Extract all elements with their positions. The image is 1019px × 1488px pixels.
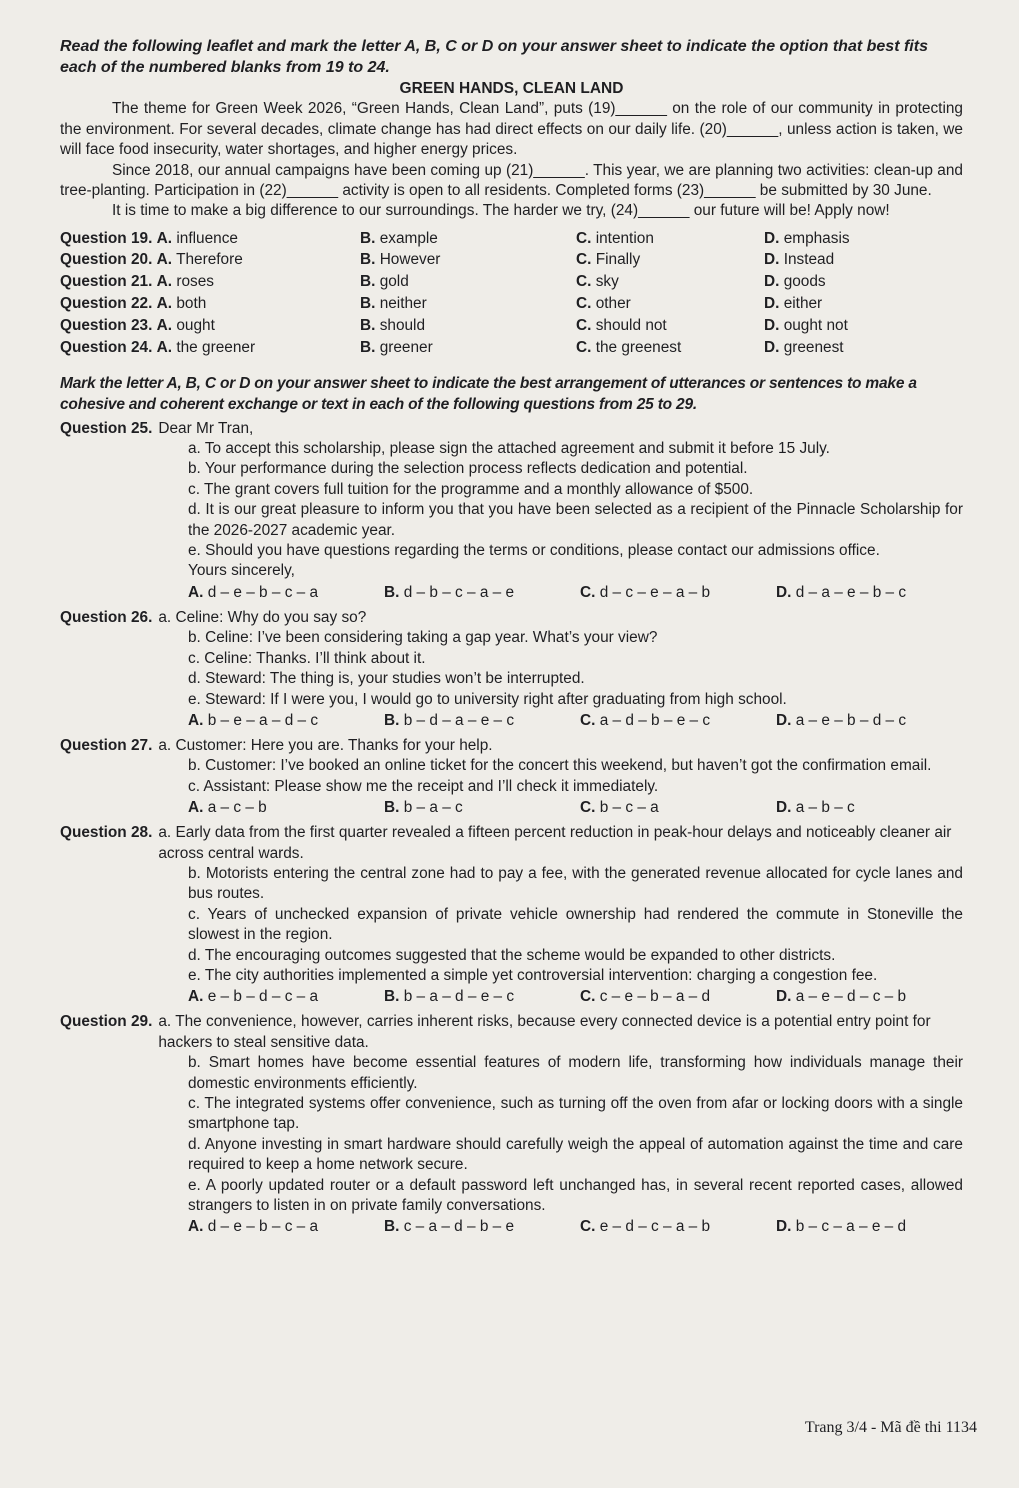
question-label: Question 19.	[60, 229, 153, 247]
question-27	[60, 736, 963, 819]
item: c. The grant covers full tuition for the programme and a monthly allowance of $500.	[188, 480, 754, 498]
choice-d[interactable]: d – a – e – b – c	[795, 583, 907, 601]
question-21: Question 21. A. roses B. gold C. sky D. goods	[60, 273, 826, 291]
question-label: Question 29.	[60, 1013, 153, 1031]
leaflet-paragraph-3: It is time to make a big difference to our surroundings. The harder we try, (24)______ our future will be! Apply now!	[112, 202, 890, 220]
choice-a[interactable]: e – b – d – c – a	[207, 988, 319, 1006]
option-a[interactable]: roses	[176, 273, 214, 291]
choice-c[interactable]: c – e – b – a – d	[599, 988, 711, 1006]
question-24: Question 24. A. the greener B. greener C. the greenest D. greenest	[60, 338, 844, 356]
answer-choices: A. b – e – a – d – c B. b – d – a – e – c C. a – d – b – e – c D. a – e – b – d – c	[188, 711, 907, 729]
question-intro: a. Early data from the first quarter revealed a fifteen percent reduction in peak-hour delays and noticeably cleaner air across central wards.	[158, 824, 952, 862]
question-25	[60, 419, 963, 604]
question-19: Question 19. A. influence B. example C. intention D. emphasis	[60, 229, 850, 247]
option-c[interactable]: sky	[595, 273, 619, 291]
question-label: Question 26.	[60, 608, 153, 626]
choice-b[interactable]: b – a – d – e – c	[403, 988, 515, 1006]
choice-b[interactable]: b – a – c	[403, 798, 463, 816]
option-d[interactable]: emphasis	[783, 229, 850, 247]
option-b[interactable]: greener	[379, 338, 433, 356]
option-c[interactable]: Finally	[595, 251, 641, 269]
item: e. The city authorities implemented a simple yet controversial intervention: charging a congestion fee.	[188, 966, 878, 984]
item: c. Celine: Thanks. I’ll think about it.	[188, 649, 426, 667]
question-20: Question 20. A. Therefore B. However C. Finally D. Instead	[60, 251, 835, 269]
question-label: Question 25.	[60, 419, 153, 437]
question-29	[60, 1012, 963, 1238]
answer-choices: A. a – c – b B. b – a – c C. b – c – a D. a – b – c	[188, 798, 855, 816]
item: d. It is our great pleasure to inform you that you have been selected as a recipient of the Pinnacle Scholarship for the 2026-2027 academic year.	[188, 501, 963, 539]
option-d[interactable]: greenest	[783, 338, 844, 356]
answer-choices: A. e – b – d – c – a B. b – a – d – e – c C. c – e – b – a – d D. a – e – d – c – b	[188, 988, 907, 1006]
option-b[interactable]: neither	[379, 294, 427, 312]
item: b. Your performance during the selection process reflects dedication and potential.	[188, 460, 748, 478]
question-label: Question 20.	[60, 251, 153, 269]
choice-b[interactable]: b – d – a – e – c	[403, 711, 515, 729]
item: e. Steward: If I were you, I would go to university right after graduating from high school.	[188, 690, 787, 708]
leaflet-title: GREEN HANDS, CLEAN LAND	[399, 80, 624, 97]
option-a[interactable]: ought	[176, 316, 215, 334]
option-c[interactable]: other	[595, 294, 631, 312]
question-23: Question 23. A. ought B. should C. should not D. ought not	[60, 316, 848, 334]
leaflet-paragraph-2: Since 2018, our annual campaigns have been coming up (21)______. This year, we are planning two activities: clean-up and tree-planting. Participation in (22)______ activity is open to all residents. Completed forms (23)______ be submitted by 30 June.	[60, 161, 963, 200]
item: c. Years of unchecked expansion of private vehicle ownership had rendered the commute in Stoneville the slowest in the region.	[188, 905, 963, 944]
choice-d[interactable]: a – b – c	[795, 798, 855, 816]
question-22: Question 22. A. both B. neither C. other D. either	[60, 294, 823, 312]
item: c. Assistant: Please show me the receipt and I’ll check it immediately.	[188, 777, 659, 795]
item: c. The integrated systems offer convenience, such as turning off the oven from afar or locking doors with a single smartphone tap.	[188, 1095, 963, 1133]
question-label: Question 27.	[60, 736, 153, 754]
option-d[interactable]: goods	[783, 273, 826, 291]
option-a[interactable]: influence	[176, 229, 238, 247]
choice-c[interactable]: e – d – c – a – b	[599, 1218, 711, 1236]
leaflet-paragraph-1: The theme for Green Week 2026, “Green Hands, Clean Land”, puts (19)______ on the role of our community in protecting the environment. For several decades, climate change has had direct effects on our daily life. (20)______, unless action is taken, we will face food insecurity, water shortages, and higher energy prices.	[60, 100, 963, 159]
question-intro: Dear Mr Tran,	[158, 419, 254, 437]
question-intro: a. Customer: Here you are. Thanks for your help.	[158, 736, 493, 754]
choice-a[interactable]: d – e – b – c – a	[207, 583, 319, 601]
option-a[interactable]: the greener	[176, 338, 256, 356]
page-footer: Trang 3/4 - Mã đề thi 1134	[804, 1419, 977, 1436]
question-label: Question 24.	[60, 338, 153, 356]
option-d[interactable]: Instead	[783, 251, 835, 269]
item: Yours sincerely,	[188, 562, 295, 580]
option-c[interactable]: the greenest	[595, 338, 682, 356]
item: e. A poorly updated router or a default password left unchanged has, in several recent reported cases, allowed strangers to listen in on private family conversations.	[188, 1176, 963, 1215]
option-b[interactable]: gold	[379, 273, 409, 291]
item: d. The encouraging outcomes suggested that the scheme would be expanded to other districts.	[188, 946, 836, 964]
option-c[interactable]: intention	[595, 229, 654, 247]
question-label: Question 22.	[60, 294, 153, 312]
choice-c[interactable]: b – c – a	[599, 798, 659, 816]
choice-d[interactable]: b – c – a – e – d	[795, 1218, 907, 1236]
item: d. Steward: The thing is, your studies won’t be interrupted.	[188, 670, 585, 688]
option-b[interactable]: should	[379, 316, 426, 334]
leaflet-questions	[60, 228, 963, 359]
choice-c[interactable]: a – d – b – e – c	[599, 711, 711, 729]
choice-c[interactable]: d – c – e – a – b	[599, 583, 711, 601]
choice-d[interactable]: a – e – b – d – c	[795, 711, 907, 729]
question-intro: a. Celine: Why do you say so?	[158, 608, 367, 626]
answer-choices: A. d – e – b – c – a B. d – b – c – a – e C. d – c – e – a – b D. d – a – e – b – c	[188, 583, 907, 601]
option-b[interactable]: example	[379, 229, 438, 247]
arrangement-instruction: Mark the letter A, B, C or D on your answer sheet to indicate the best arrangement of utterances or sentences to make a cohesive and coherent exchange or text in each of the following questions from 25 to 29.	[60, 374, 917, 413]
choice-b[interactable]: c – a – d – b – e	[403, 1218, 515, 1236]
item: e. Should you have questions regarding the terms or conditions, please contact our admissions office.	[188, 542, 880, 560]
question-label: Question 23.	[60, 316, 153, 334]
answer-choices: A. d – e – b – c – a B. c – a – d – b – e C. e – d – c – a – b D. b – c – a – e – d	[188, 1218, 907, 1236]
option-a[interactable]: both	[176, 294, 207, 312]
option-c[interactable]: should not	[595, 316, 667, 334]
choice-b[interactable]: d – b – c – a – e	[403, 583, 515, 601]
choice-a[interactable]: a – c – b	[207, 798, 267, 816]
option-a[interactable]: Therefore	[176, 251, 243, 269]
option-d[interactable]: either	[783, 294, 823, 312]
question-intro: a. The convenience, however, carries inherent risks, because every connected device is a potential entry point for hackers to steal sensitive data.	[158, 1013, 931, 1051]
question-28	[60, 823, 963, 1008]
item: d. Anyone investing in smart hardware should carefully weigh the appeal of automation against the time and care required to keep a home network secure.	[188, 1135, 963, 1174]
question-label: Question 21.	[60, 273, 153, 291]
choice-d[interactable]: a – e – d – c – b	[795, 988, 907, 1006]
item: b. Smart homes have become essential features of modern life, transforming how individuals manage their domestic environments efficiently.	[188, 1054, 963, 1092]
item: b. Celine: I’ve been considering taking a gap year. What’s your view?	[188, 629, 658, 647]
option-b[interactable]: However	[379, 251, 441, 269]
item: b. Motorists entering the central zone had to pay a fee, with the generated revenue allocated for cycle lanes and bus routes.	[188, 864, 963, 903]
leaflet-instruction: Read the following leaflet and mark the letter A, B, C or D on your answer sheet to indicate the option that best fits each of the numbered blanks from 19 to 24.	[60, 38, 928, 76]
question-label: Question 28.	[60, 824, 153, 842]
choice-a[interactable]: b – e – a – d – c	[207, 711, 319, 729]
item: a. To accept this scholarship, please sign the attached agreement and submit it before 15 July.	[188, 440, 830, 458]
option-d[interactable]: ought not	[783, 316, 848, 334]
item: b. Customer: I’ve booked an online ticket for the concert this weekend, but haven’t got the confirmation email.	[188, 757, 932, 775]
question-26	[60, 608, 963, 732]
choice-a[interactable]: d – e – b – c – a	[207, 1218, 319, 1236]
